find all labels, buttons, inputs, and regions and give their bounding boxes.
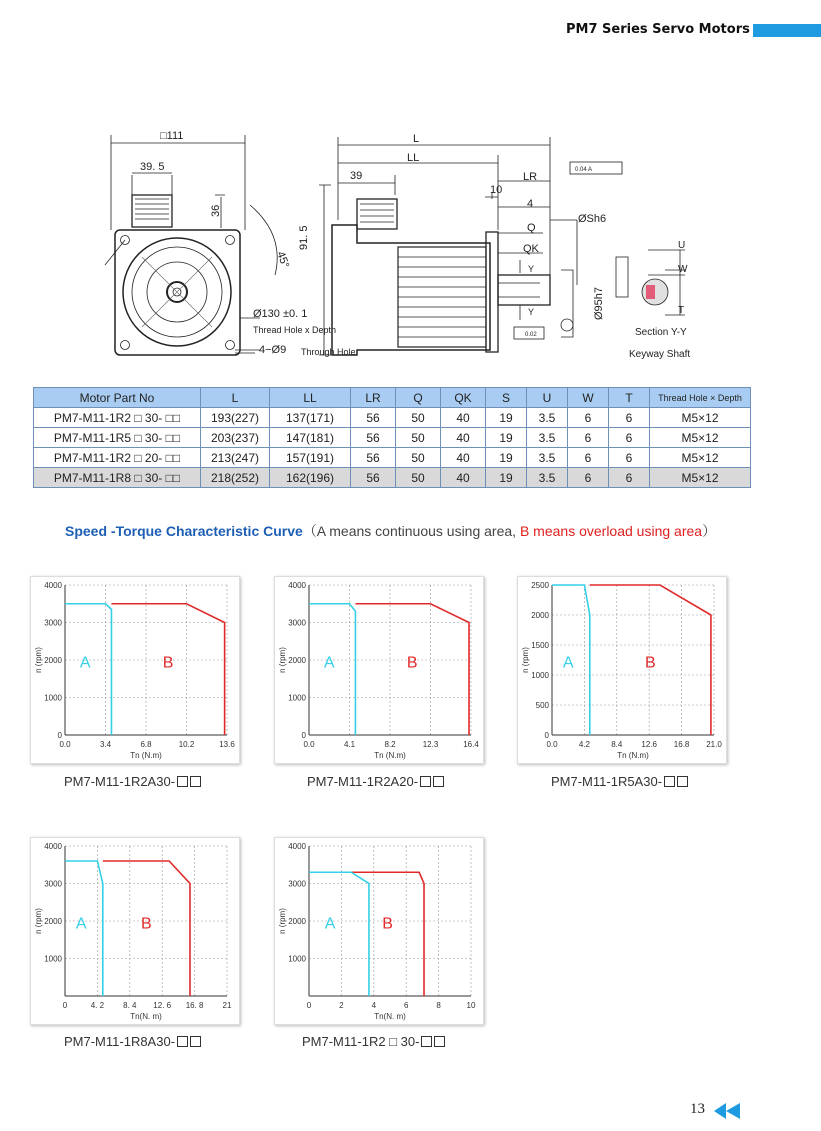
table-row — [34, 428, 751, 448]
dim-Y2: Y — [528, 307, 535, 317]
table-cell: M5×12 — [650, 428, 751, 448]
x-tick-label: 12. 6 — [153, 1001, 172, 1010]
table-cell: 6 — [568, 468, 609, 488]
chart-caption-2 — [307, 774, 444, 789]
table-cell: 56 — [351, 408, 396, 428]
x-tick-label: 8.4 — [611, 740, 623, 749]
col-L: L — [201, 388, 270, 408]
dim-4: 4 — [527, 198, 534, 210]
caption-text-2: PM7-M11-1R2A20- — [307, 774, 419, 789]
table-cell: 3.5 — [527, 448, 568, 468]
dim-U: U — [678, 240, 686, 251]
spec-table — [33, 387, 751, 488]
x-tick-label: 4 — [371, 1001, 377, 1010]
header-accent-bar — [753, 24, 821, 37]
y-axis-label: n (rpm) — [521, 647, 530, 673]
dim-LR: LR — [523, 171, 538, 183]
table-row — [34, 408, 751, 428]
header-title: PM7 Series Servo Motors — [566, 22, 750, 37]
col-thread: Thread Hole × Depth — [650, 388, 751, 408]
x-tick-label: 0.0 — [546, 740, 558, 749]
dim-39-5: 39. 5 — [140, 161, 165, 173]
y-tick-label: 0 — [301, 731, 306, 740]
table-cell: 3.5 — [527, 428, 568, 448]
section-label: Section Y-Y — [635, 327, 687, 338]
table-cell: 203(237) — [201, 428, 270, 448]
section-title — [65, 521, 716, 541]
chart-caption-3 — [551, 774, 688, 789]
area-label-b: B — [162, 654, 174, 672]
table-cell: 6 — [609, 468, 650, 488]
x-tick-label: 10 — [466, 1001, 476, 1010]
table-cell: 147(181) — [270, 428, 351, 448]
x-tick-label: 0.0 — [303, 740, 315, 749]
y-tick-label: 1000 — [288, 954, 306, 964]
table-cell: 40 — [441, 448, 486, 468]
section-note-overload: B means overload using area — [519, 523, 703, 539]
col-QK: QK — [441, 388, 486, 408]
dim-LL: LL — [407, 152, 420, 164]
y-tick-label: 1500 — [531, 641, 549, 650]
table-cell: 157(191) — [270, 448, 351, 468]
table-cell: 193(227) — [201, 408, 270, 428]
chart-panel-4 — [30, 837, 240, 1025]
section-note-open: （A means continuous using area, — [302, 523, 520, 539]
table-cell: 40 — [441, 428, 486, 448]
caption-text-5: PM7-M11-1R2 □ 30- — [302, 1034, 420, 1049]
x-tick-label: 16. 8 — [185, 1001, 204, 1010]
y-tick-label: 1000 — [531, 671, 549, 680]
y-tick-label: 1000 — [44, 954, 62, 964]
x-tick-label: 4. 2 — [90, 1001, 105, 1010]
dim-Y1: Y — [528, 264, 535, 274]
table-cell: M5×12 — [650, 468, 751, 488]
table-cell: 56 — [351, 428, 396, 448]
y-tick-label: 2000 — [531, 611, 549, 620]
x-tick-label: 2 — [339, 1001, 344, 1010]
y-tick-label: 2500 — [531, 581, 549, 590]
page-number: 13 — [690, 1101, 705, 1117]
col-part: Motor Part No — [34, 388, 201, 408]
dim-39: 39 — [350, 170, 363, 182]
y-tick-label: 2000 — [288, 656, 306, 665]
area-label-b: B — [382, 915, 393, 933]
table-cell: PM7-M11-1R2 □ 20- □□ — [34, 448, 201, 468]
y-axis-label: n (rpm) — [278, 647, 287, 673]
speed-torque-chart-3 — [518, 577, 726, 763]
chart-panel-2 — [274, 576, 484, 764]
x-tick-label: 0 — [306, 1001, 312, 1010]
col-W: W — [568, 388, 609, 408]
x-tick-label: 21.0 — [706, 740, 722, 749]
table-row — [34, 468, 751, 488]
table-cell: 50 — [396, 468, 441, 488]
x-axis-label: Tn (N.m) — [130, 751, 162, 760]
x-tick-label: 10.2 — [178, 740, 195, 749]
table-cell: 6 — [609, 408, 650, 428]
dim-square: □111 — [160, 130, 184, 142]
table-cell: 6 — [609, 428, 650, 448]
speed-torque-chart-1 — [31, 577, 239, 763]
dim-L: L — [413, 133, 420, 145]
table-cell: 3.5 — [527, 468, 568, 488]
area-label-a: A — [323, 654, 335, 672]
x-tick-label: 4.1 — [343, 740, 356, 749]
table-cell: 6 — [568, 408, 609, 428]
dim-thread: Thread Hole x Depth — [253, 325, 337, 335]
area-label-b: B — [141, 915, 152, 933]
table-cell: 19 — [486, 408, 527, 428]
y-tick-label: 4000 — [288, 581, 306, 590]
caption-text-4: PM7-M11-1R8A30- — [64, 1034, 176, 1049]
area-label-a: A — [324, 915, 336, 933]
area-label-b: B — [645, 654, 656, 672]
area-label-a: A — [562, 654, 574, 672]
col-S: S — [486, 388, 527, 408]
x-tick-label: 16.8 — [673, 740, 690, 749]
chart-caption-5 — [302, 1034, 445, 1049]
y-tick-label: 1000 — [44, 693, 62, 703]
y-tick-label: 500 — [535, 701, 549, 710]
x-tick-label: 12.3 — [422, 740, 439, 749]
dim-T: T — [678, 305, 685, 316]
x-tick-label: 3.4 — [99, 740, 112, 749]
table-cell: 50 — [396, 408, 441, 428]
x-tick-label: 16.4 — [463, 740, 479, 749]
y-tick-label: 2000 — [44, 917, 62, 926]
x-tick-label: 8 — [436, 1001, 441, 1010]
y-tick-label: 1000 — [288, 693, 306, 703]
y-axis-label: n (rpm) — [278, 908, 287, 934]
area-label-a: A — [79, 654, 91, 672]
col-U: U — [527, 388, 568, 408]
x-axis-label: Tn (N.m) — [374, 751, 406, 760]
table-cell: PM7-M11-1R8 □ 30- □□ — [34, 468, 201, 488]
x-axis-label: Tn (N.m) — [617, 751, 649, 760]
dim-h7: Ø95h7 — [593, 286, 605, 320]
table-cell: 19 — [486, 428, 527, 448]
dimension-drawing — [95, 125, 735, 375]
dim-Q: Q — [527, 222, 536, 234]
continuous-curve — [309, 872, 369, 996]
area-label-a: A — [75, 915, 87, 933]
caption-text-3: PM7-M11-1R5A30- — [551, 774, 663, 789]
section-heading: Speed -Torque Characteristic Curve — [65, 523, 303, 539]
y-tick-label: 0 — [57, 731, 62, 740]
col-LR: LR — [351, 388, 396, 408]
dim-QK: QK — [523, 243, 539, 255]
section-note-close: ） — [702, 523, 717, 539]
x-tick-label: 6.8 — [140, 740, 152, 749]
dim-tol1: 0.04 A — [575, 167, 593, 173]
x-tick-label: 4.2 — [578, 740, 590, 749]
dim-91-5: 91. 5 — [298, 225, 310, 250]
speed-torque-chart-2 — [275, 577, 483, 763]
table-cell: 50 — [396, 428, 441, 448]
y-tick-label: 4000 — [44, 581, 62, 590]
overload-curve — [351, 872, 424, 996]
dim-36: 36 — [210, 204, 222, 217]
y-axis-label: n (rpm) — [34, 908, 43, 934]
y-axis-label: n (rpm) — [34, 647, 43, 673]
dim-through: Through Hole — [301, 347, 356, 357]
spec-table-header — [34, 388, 751, 408]
y-tick-label: 3000 — [288, 618, 306, 628]
y-tick-label: 2000 — [44, 656, 62, 665]
y-tick-label: 2000 — [288, 917, 306, 926]
area-label-b: B — [406, 654, 418, 672]
x-axis-label: Tn(N. m) — [130, 1012, 162, 1021]
x-tick-label: 6 — [403, 1001, 409, 1010]
chart-panel-1 — [30, 576, 240, 764]
x-tick-label: 0.0 — [59, 740, 71, 749]
table-cell: 56 — [351, 448, 396, 468]
x-tick-label: 8. 4 — [123, 1001, 137, 1010]
x-tick-label: 12.6 — [641, 740, 657, 749]
dim-pcd: Ø130 ±0. 1 — [253, 308, 308, 320]
y-tick-label: 3000 — [44, 618, 62, 628]
y-tick-label: 4000 — [44, 842, 62, 851]
table-cell: 162(196) — [270, 468, 351, 488]
table-cell: 6 — [609, 448, 650, 468]
chart-panel-3 — [517, 576, 727, 764]
col-LL: LL — [270, 388, 351, 408]
keyway-label: Keyway Shaft — [629, 349, 691, 360]
table-cell: 40 — [441, 468, 486, 488]
y-tick-label: 4000 — [288, 842, 306, 851]
table-cell: 19 — [486, 468, 527, 488]
dim-45deg: 45° — [274, 249, 292, 270]
table-cell: 137(171) — [270, 408, 351, 428]
page-arrow-icon — [712, 1101, 744, 1121]
x-tick-label: 21 — [222, 1001, 232, 1010]
x-tick-label: 13.6 — [219, 740, 235, 749]
x-tick-label: 0 — [62, 1001, 68, 1010]
table-cell: 3.5 — [527, 408, 568, 428]
table-cell: PM7-M11-1R2 □ 30- □□ — [34, 408, 201, 428]
dim-holes: 4−Ø9 — [259, 344, 287, 356]
dim-sh6: ØSh6 — [578, 213, 607, 225]
y-tick-label: 3000 — [44, 879, 62, 889]
table-cell: 19 — [486, 448, 527, 468]
chart-caption-4 — [64, 1034, 201, 1049]
table-cell: 213(247) — [201, 448, 270, 468]
caption-text-1: PM7-M11-1R2A30- — [64, 774, 176, 789]
table-row — [34, 448, 751, 468]
table-cell: 218(252) — [201, 468, 270, 488]
col-Q: Q — [396, 388, 441, 408]
table-cell: PM7-M11-1R5 □ 30- □□ — [34, 428, 201, 448]
dim-10: 10 — [490, 184, 503, 196]
y-tick-label: 0 — [544, 731, 549, 740]
dim-tol2: 0.02 — [525, 332, 537, 338]
table-cell: M5×12 — [650, 448, 751, 468]
table-cell: 6 — [568, 428, 609, 448]
table-cell: 50 — [396, 448, 441, 468]
table-cell: 40 — [441, 408, 486, 428]
table-cell: M5×12 — [650, 408, 751, 428]
col-T: T — [609, 388, 650, 408]
speed-torque-chart-5 — [275, 838, 483, 1024]
x-axis-label: Tn(N. m) — [374, 1012, 406, 1021]
table-cell: 56 — [351, 468, 396, 488]
speed-torque-chart-4 — [31, 838, 239, 1024]
dim-W: W — [678, 264, 688, 275]
chart-caption-1 — [64, 774, 201, 789]
x-tick-label: 8.2 — [384, 740, 396, 749]
table-cell: 6 — [568, 448, 609, 468]
chart-panel-5 — [274, 837, 484, 1025]
y-tick-label: 3000 — [288, 879, 306, 889]
